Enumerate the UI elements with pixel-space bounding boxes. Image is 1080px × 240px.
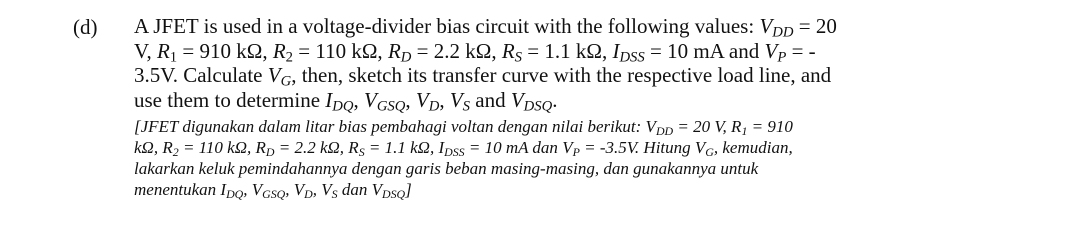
- text-fragment: 2: [172, 144, 179, 159]
- text-fragment: V: [510, 87, 524, 112]
- text-fragment: = 20: [793, 14, 837, 38]
- text-fragment: R: [162, 138, 173, 157]
- text-fragment: S: [331, 186, 338, 201]
- malay-line-2: [134, 137, 924, 158]
- text-fragment: ,: [243, 180, 252, 199]
- text-fragment: DD: [655, 123, 674, 138]
- text-fragment: .: [552, 87, 558, 112]
- text-fragment: R: [501, 38, 515, 63]
- text-fragment: ]: [405, 180, 412, 199]
- text-fragment: ,: [353, 87, 364, 112]
- malay-line-3: lakarkan keluk pemindahannya dengan garis beban masing-masing, dan gunakannya untuk: [134, 159, 759, 178]
- text-fragment: = 910 kΩ,: [177, 38, 273, 63]
- text-fragment: I: [325, 87, 333, 112]
- question-body: [134, 14, 924, 200]
- text-fragment: kΩ,: [134, 138, 163, 157]
- text-fragment: R: [156, 38, 170, 63]
- text-fragment: , kemudian,: [713, 138, 793, 157]
- text-fragment: P: [777, 49, 787, 66]
- english-question: [134, 14, 924, 115]
- text-fragment: R: [387, 38, 401, 63]
- text-fragment: 3.5V. Calculate: [134, 63, 268, 87]
- text-fragment: V: [321, 180, 332, 199]
- text-fragment: ,: [439, 87, 450, 112]
- text-fragment: V: [364, 87, 377, 112]
- text-fragment: = 1.1 kΩ,: [522, 38, 613, 63]
- text-fragment: = -3.5V. Hitung: [579, 138, 695, 157]
- text-fragment: S: [514, 49, 522, 66]
- text-fragment: S: [358, 144, 365, 159]
- question-label: (d): [73, 15, 98, 39]
- malay-line-1: [134, 116, 924, 137]
- text-fragment: 2: [285, 49, 294, 66]
- text-fragment: V: [251, 180, 263, 199]
- english-line-3: [134, 63, 924, 88]
- text-fragment: V,: [134, 38, 157, 63]
- text-fragment: = 910: [747, 117, 793, 136]
- text-fragment: D: [428, 98, 440, 115]
- english-line-4: [134, 88, 924, 113]
- text-fragment: = 2.2 kΩ,: [274, 138, 349, 157]
- text-fragment: = -: [786, 38, 816, 63]
- text-fragment: V: [415, 87, 429, 112]
- text-fragment: DSS: [444, 144, 465, 159]
- english-line-1: [134, 14, 924, 39]
- text-fragment: ,: [312, 180, 322, 199]
- text-fragment: = 2.2 kΩ,: [411, 38, 502, 63]
- english-line-2: [134, 39, 924, 64]
- text-fragment: use them to determine: [134, 87, 326, 112]
- text-fragment: DSS: [619, 49, 645, 66]
- text-fragment: V: [645, 117, 656, 136]
- text-fragment: [JFET digunakan dalam litar bias pembahagi voltan dengan nilai berikut:: [134, 117, 646, 136]
- text-fragment: GSQ: [376, 98, 406, 115]
- text-fragment: D: [304, 186, 313, 201]
- text-fragment: I: [220, 180, 227, 199]
- malay-line-4: [134, 179, 924, 200]
- text-fragment: I: [438, 138, 445, 157]
- text-fragment: = 10 mA and: [644, 38, 765, 63]
- text-fragment: V: [371, 180, 382, 199]
- text-fragment: G: [705, 144, 714, 159]
- text-fragment: DD: [772, 24, 794, 41]
- text-fragment: V: [764, 38, 778, 63]
- text-fragment: V: [267, 63, 281, 87]
- text-fragment: = 110 kΩ,: [178, 138, 256, 157]
- text-fragment: S: [462, 98, 470, 115]
- text-fragment: A JFET is used in a voltage-divider bias circuit with the following values:: [134, 14, 760, 38]
- text-fragment: dan: [337, 180, 372, 199]
- text-fragment: ,: [285, 180, 294, 199]
- text-fragment: DSQ: [523, 98, 553, 115]
- text-fragment: 1: [169, 49, 178, 66]
- text-fragment: = 1.1 kΩ,: [364, 138, 439, 157]
- text-fragment: R: [731, 117, 742, 136]
- text-fragment: R: [255, 138, 266, 157]
- malay-translation: [134, 116, 924, 200]
- text-fragment: G: [280, 73, 292, 90]
- text-fragment: , then, sketch its transfer curve with the respective load line, and: [291, 63, 832, 87]
- text-fragment: GSQ: [262, 186, 286, 201]
- text-fragment: V: [694, 138, 706, 157]
- text-fragment: V: [293, 180, 305, 199]
- text-fragment: ,: [405, 87, 416, 112]
- text-fragment: I: [612, 38, 620, 63]
- text-fragment: menentukan: [134, 180, 221, 199]
- text-fragment: = 10 mA dan: [464, 138, 563, 157]
- text-fragment: D: [400, 49, 412, 66]
- text-fragment: 1: [741, 123, 748, 138]
- text-fragment: DQ: [226, 186, 244, 201]
- text-fragment: V: [562, 138, 573, 157]
- text-fragment: R: [272, 38, 286, 63]
- text-fragment: and: [470, 87, 511, 112]
- text-fragment: D: [265, 144, 275, 159]
- text-fragment: V: [759, 14, 773, 38]
- text-fragment: V: [449, 87, 463, 112]
- text-fragment: R: [348, 138, 359, 157]
- text-fragment: DQ: [332, 98, 354, 115]
- text-fragment: DSQ: [381, 186, 406, 201]
- text-fragment: = 110 kΩ,: [293, 38, 388, 63]
- text-fragment: P: [572, 144, 580, 159]
- text-fragment: = 20 V,: [673, 117, 732, 136]
